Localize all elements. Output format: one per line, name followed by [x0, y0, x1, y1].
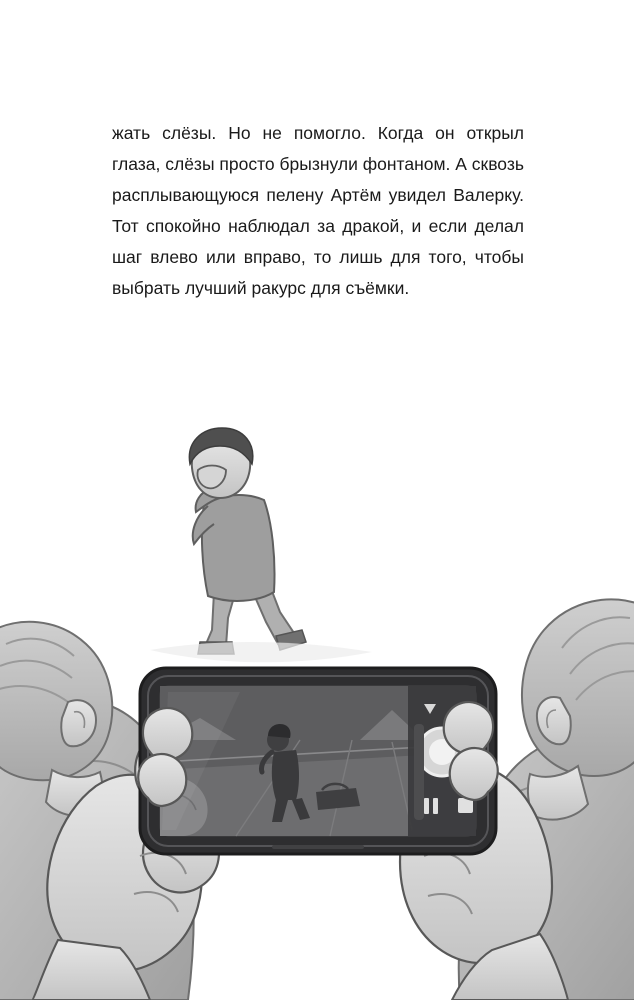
page-text-block — [112, 118, 524, 304]
paragraph: жать слёзы. Но не помогло. Когда он открыл глаза, слёзы просто брызнули фонтаном. А сквозь расплывающуюся пелену Артём увидел Валерку. Тот спокойно наблюдал за дракой, и если делал шаг влево или вправо, то лишь для того, чтобы выбрать лучший ракурс для съёмки. — [112, 123, 524, 298]
smartphone[interactable] — [140, 668, 496, 854]
pause-button[interactable] — [424, 798, 429, 814]
speaker-grill — [272, 845, 364, 849]
ground-shadow — [150, 642, 372, 662]
figure-fighting-boy — [189, 428, 306, 654]
chapter-illustration — [0, 300, 634, 1000]
